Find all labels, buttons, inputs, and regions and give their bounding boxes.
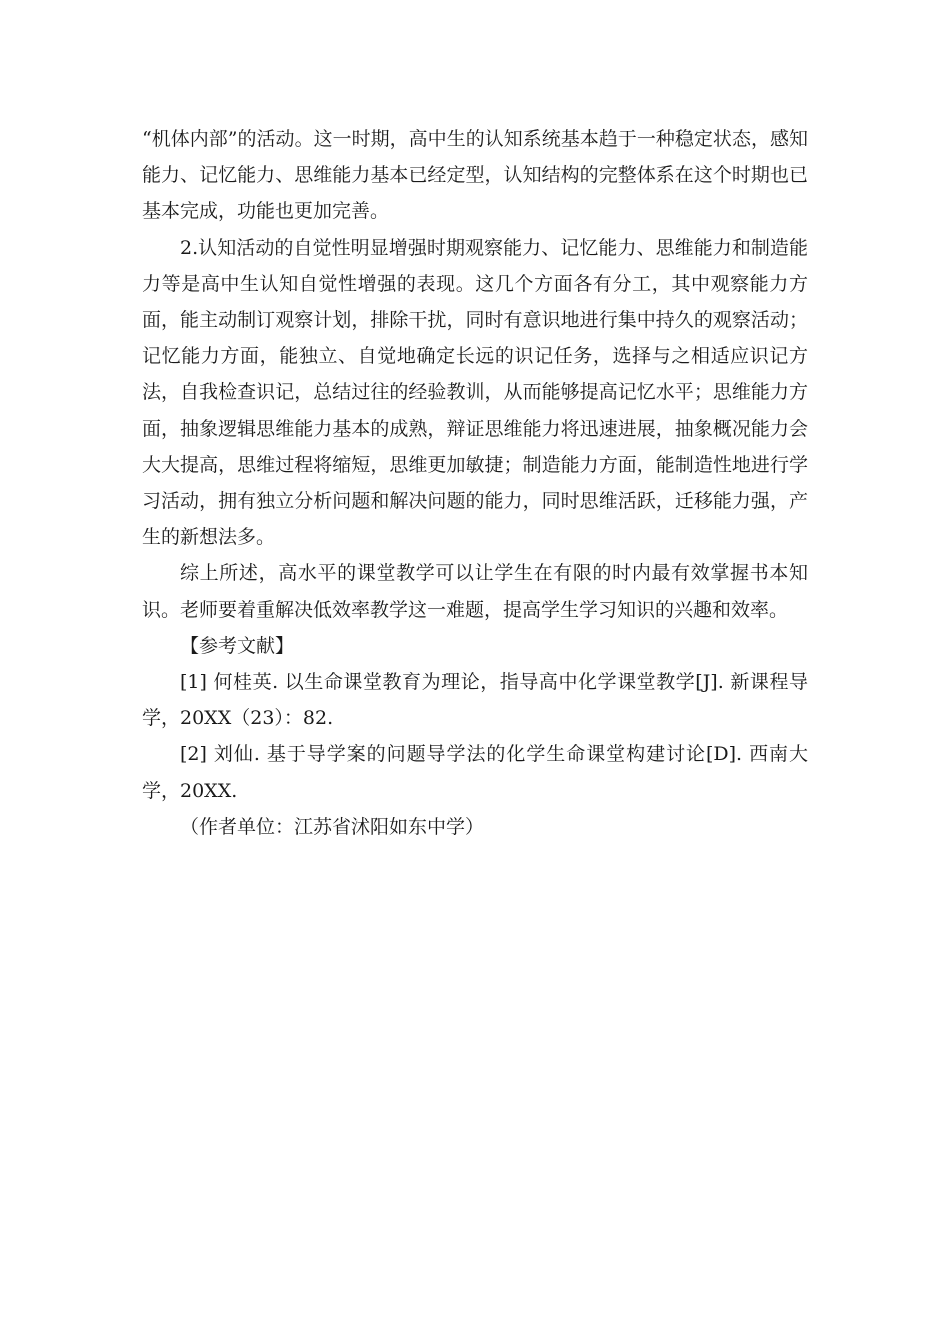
- references-heading: 【参考文献】: [180, 634, 295, 657]
- paragraph-conclusion: 综上所述，高水平的课堂教学可以让学生在有限的时内最有效掌握书本知识。老师要着重解决低效率教学这一难题，提高学生学习知识的兴趣和效率。: [142, 562, 808, 621]
- document-body: [142, 121, 808, 845]
- reference-item-1: [1] 何桂英. 以生命课堂教育为理论，指导高中化学课堂教学[J]. 新课程导学，20XX（23）：82.: [142, 671, 808, 730]
- reference-item-2: [2] 刘仙. 基于导学案的问题导学法的化学生命课堂构建讨论[D]. 西南大学，20XX.: [142, 743, 808, 802]
- paragraph-cognitive-consciousness: 2.认知活动的自觉性明显增强时期观察能力、记忆能力、思维能力和制造能力等是高中生认知自觉性增强的表现。这几个方面各有分工，其中观察能力方面，能主动制订观察计划，排除干扰，同时有意识地进行集中持久的观察活动；记忆能力方面，能独立、自觉地确定长远的识记任务，选择与之相适应识记方法，自我检查识记，总结过往的经验教训，从而能够提高记忆水平；思维能力方面，抽象逻辑思维能力基本的成熟，辩证思维能力将迅速进展，抽象概况能力会大大提高，思维过程将缩短，思维更加敏捷；制造能力方面，能制造性地进行学习活动，拥有独立分析问题和解决问题的能力，同时思维活跃，迁移能力强，产生的新想法多。: [142, 236, 808, 549]
- paragraph-cognitive-stability: “机体内部”的活动。这一时期，高中生的认知系统基本趋于一种稳定状态，感知能力、记忆能力、思维能力基本已经定型，认知结构的完整体系在这个时期也已基本完成，功能也更加完善。: [142, 128, 808, 223]
- author-affiliation: （作者单位：江苏省沭阳如东中学）: [180, 815, 485, 838]
